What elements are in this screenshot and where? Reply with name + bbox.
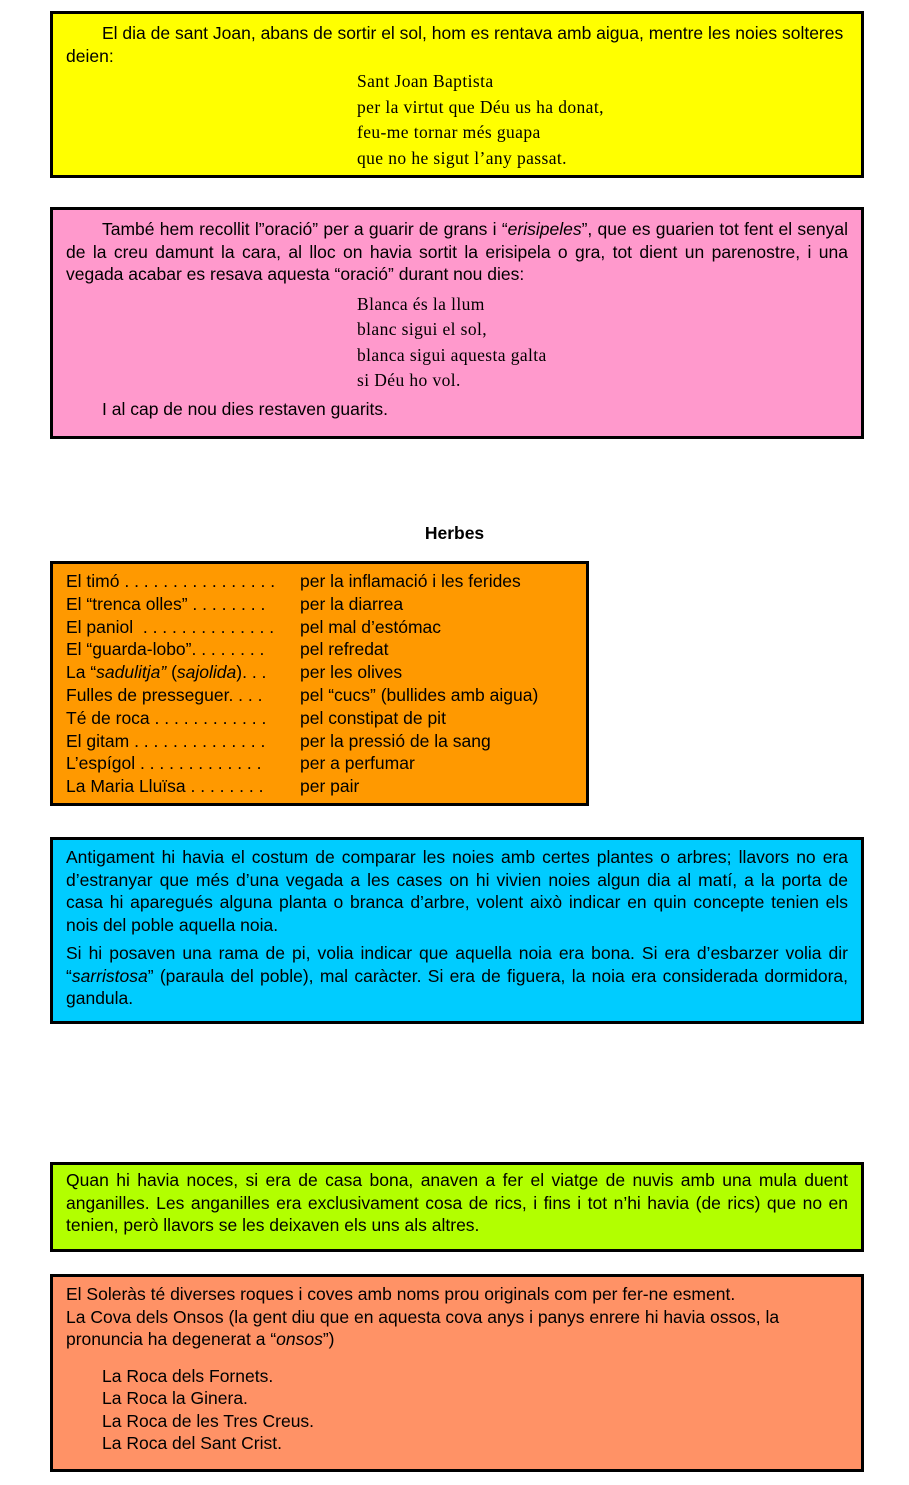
herb-use: pel “cucs” (bullides amb aigua) [300,684,539,705]
herb-use: pel mal d’estómac [300,616,442,637]
italic-term: onsos [276,1329,323,1349]
rock-item: La Roca de les Tres Creus. [102,1410,315,1431]
text-run: També hem recollit l”oració” per a guarir de grans i “ [102,219,508,239]
verse-line: si Déu ho vol. [357,370,461,390]
herb-row [66,661,573,684]
herb-use: per les olives [300,662,403,683]
herb-name: El “guarda-lobo”. . . . . . . . [66,639,265,660]
sant-joan-box [50,11,864,178]
verse-line: per la virtut que Déu us ha donat, [357,96,604,117]
herb-name: El paniol . . . . . . . . . . . . . . [66,616,275,637]
herb-row [66,684,573,707]
sant-joan-verse [357,69,848,171]
text-run: Si hi posaven una rama de pi, volia indicar que aquella noia era bona. Si era d’esbarzer volia dir “ [66,943,848,986]
italic-term: sadulitja” [96,662,167,683]
herb-row [66,707,573,730]
verse-line: blanca sigui aquesta galta [357,344,547,365]
herb-use: per la diarrea [300,593,404,614]
oracio-intro [66,218,848,286]
cova-onsos-text [66,1306,848,1351]
herb-name: Fulles de presseguer. . . . [66,684,263,705]
text-run: ). . . [236,662,267,683]
verse-line: feu-me tornar més guapa [357,122,541,142]
oracio-verse [357,292,848,394]
verse-line: blanc sigui el sol, [357,319,488,339]
rock-item: La Roca dels Fornets. [102,1365,274,1386]
herb-row [66,730,573,753]
oracio-box [50,207,864,439]
herb-name: El gitam . . . . . . . . . . . . . . [66,730,266,751]
rock-item: La Roca del Sant Crist. [102,1433,282,1453]
herb-use: per la inflamació i les ferides [300,571,521,591]
herb-name: La Maria Lluïsa . . . . . . . . [66,776,264,797]
italic-term: erisipeles [507,219,582,239]
text-run: ( [166,662,177,683]
verse-line: Blanca és la llum [357,293,485,314]
plants-meaning-paragraph [66,942,848,1010]
weddings-box [50,1162,864,1252]
herb-row [66,593,573,616]
sant-joan-intro: El dia de sant Joan, abans de sortir el sol, hom es rentava amb aigua, mentre les noies solteres deien: [66,23,844,66]
herb-use: per a perfumar [300,753,415,774]
herb-row [66,752,573,775]
text-run: ” (paraula del poble), mal caràcter. Si era de figuera, la noia era considerada dormidora, gandula. [66,965,848,1008]
oracio-closing: I al cap de nou dies restaven guarits. [102,398,389,419]
herb-row [66,570,573,593]
herbs-box [50,561,589,806]
herbs-title: Herbes [424,523,485,543]
rocks-list [66,1365,848,1455]
herb-use: pel constipat de pit [300,707,446,728]
text-run: La Cova dels Onsos (la gent diu que en aquesta cova anys i panys enrere hi havia ossos, la pronuncia ha degenerat a “ [66,1306,780,1349]
herb-name: El “trenca olles” . . . . . . . . [66,593,266,614]
text-run: La “ [66,662,97,683]
herb-use: per la pressió de la sang [300,730,491,751]
herb-row [66,616,573,639]
rock-item: La Roca la Ginera. [102,1388,248,1408]
rocks-caves-box [50,1274,864,1472]
text-run: ”) [322,1329,335,1349]
text-run: ”, que es guarien tot fent el senyal de la creu damunt la cara, al lloc on havia sortit la erisipela o gra, tot dient un parenostre, i una vegada acabar es resava aquesta “oració” durant nou dies: [66,219,848,284]
herb-row [66,638,573,661]
herb-use: pel refredat [300,639,389,660]
verse-line: que no he sigut l’any passat. [357,147,567,168]
herb-name: El timó . . . . . . . . . . . . . . . . [66,571,276,591]
herb-name: Té de roca . . . . . . . . . . . . [66,707,267,728]
plants-custom-paragraph: Antigament hi havia el costum de comparar les noies amb certes plantes o arbres; llavors no era d’estranyar que més d’una vegada a les cases on hi vivien noies algun dia al matí, a la porta de casa hi aparegués alguna planta o branca d’arbre, volent això indicar en quin concepte tenien els nois del poble aquella noia. [66,847,848,935]
italic-term: sajolida [176,662,237,683]
herb-use: per pair [300,776,360,797]
plants-custom-box [50,837,864,1024]
italic-term: sarristosa [71,965,148,986]
weddings-paragraph: Quan hi havia noces, si era de casa bona, anaven a fer el viatge de nuvis amb una mula duent anganilles. Les anganilles era exclusivament cosa de rics, i fins i tot n’hi havia (de rics) que no en tenien, però llavors se les deixaven els uns als altres. [66,1170,848,1235]
verse-line: Sant Joan Baptista [357,71,494,91]
herb-row [66,775,573,798]
herb-name [66,661,300,684]
herb-name: L’espígol . . . . . . . . . . . . . [66,753,262,774]
rocks-intro: El Soleràs té diverses roques i coves amb noms prou originals com per fer-ne esment. [66,1284,736,1304]
